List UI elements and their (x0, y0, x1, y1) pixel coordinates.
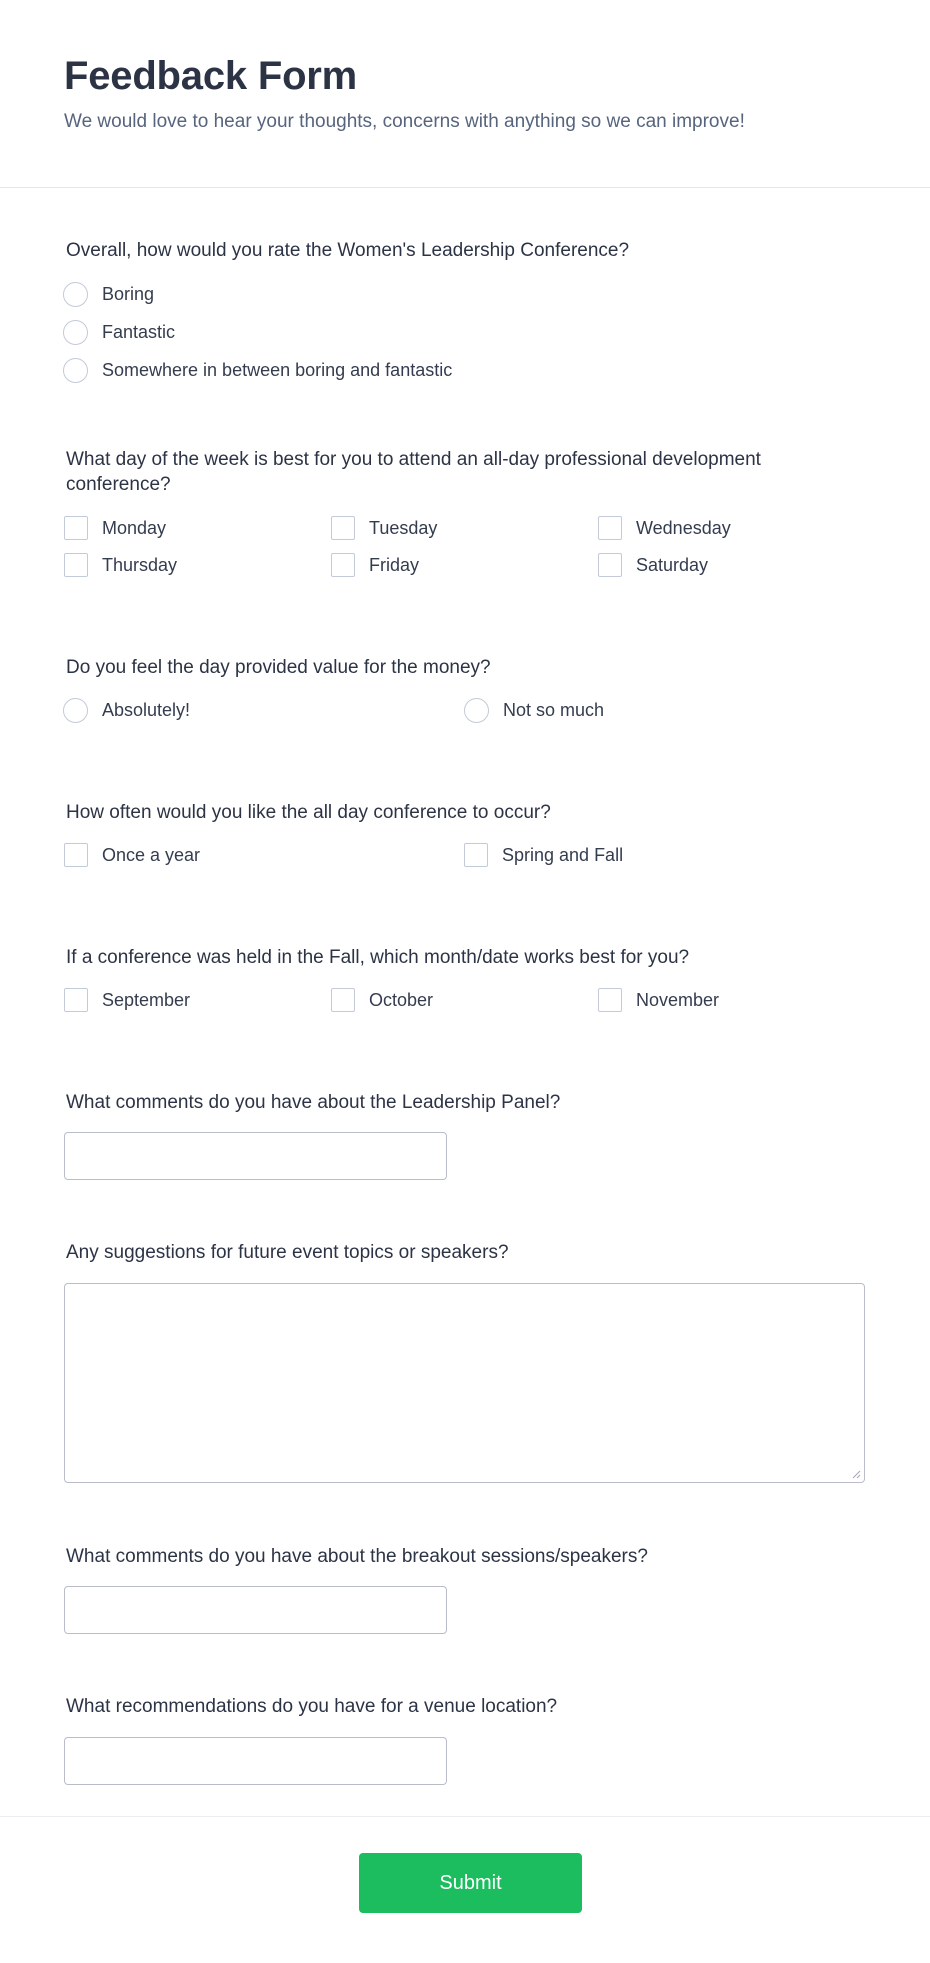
radio-option-absolutely[interactable] (63, 697, 190, 723)
checkbox-option-tuesday[interactable] (331, 515, 437, 541)
checkbox-icon[interactable] (64, 843, 88, 867)
checkbox-icon[interactable] (598, 516, 622, 540)
radio-circle-icon[interactable] (63, 320, 88, 345)
radio-circle-icon[interactable] (63, 698, 88, 723)
option-label: September (102, 990, 191, 1010)
question-frequency-label: How often would you like the all day conference to occur? (66, 802, 551, 823)
submit-button[interactable]: Submit (359, 1853, 582, 1913)
checkbox-icon[interactable] (598, 553, 622, 577)
suggestions-textarea[interactable] (64, 1283, 865, 1483)
checkbox-option-october[interactable] (331, 987, 433, 1013)
option-label: Saturday (636, 555, 709, 575)
radio-option-fantastic[interactable] (63, 319, 175, 345)
checkbox-icon[interactable] (464, 843, 488, 867)
checkbox-icon[interactable] (331, 516, 355, 540)
question-value-label: Do you feel the day provided value for the money? (66, 657, 491, 678)
question-fall-month-label: If a conference was held in the Fall, which month/date works best for you? (66, 947, 690, 968)
radio-option-not-so-much[interactable] (464, 697, 604, 723)
checkbox-icon[interactable] (331, 988, 355, 1012)
option-label: Fantastic (102, 322, 176, 342)
question-venue-label: What recommendations do you have for a venue location? (66, 1696, 558, 1717)
checkbox-icon[interactable] (598, 988, 622, 1012)
question-leadership-panel-label: What comments do you have about the Leadership Panel? (66, 1092, 561, 1113)
checkbox-option-november[interactable] (598, 987, 719, 1013)
checkbox-option-wednesday[interactable] (598, 515, 731, 541)
option-label: October (369, 990, 434, 1010)
option-label: Wednesday (636, 518, 731, 538)
checkbox-option-monday[interactable] (64, 515, 166, 541)
checkbox-option-friday[interactable] (331, 552, 419, 578)
checkbox-option-spring-and-fall[interactable] (464, 842, 623, 868)
leadership-panel-comments-input[interactable] (64, 1132, 447, 1180)
form-subtitle: We would love to hear your thoughts, concerns with anything so we can improve! (64, 111, 745, 132)
option-label: Once a year (102, 845, 201, 865)
radio-option-boring[interactable] (63, 281, 154, 307)
question-rating-label: Overall, how would you rate the Women's Leadership Conference? (66, 240, 630, 261)
option-label: Boring (102, 284, 155, 304)
resize-grip-icon[interactable] (852, 1470, 861, 1479)
checkbox-option-september[interactable] (64, 987, 190, 1013)
option-label: Friday (369, 555, 420, 575)
breakout-comments-input[interactable] (64, 1586, 447, 1634)
option-label: Thursday (102, 555, 178, 575)
radio-circle-icon[interactable] (464, 698, 489, 723)
checkbox-icon[interactable] (64, 516, 88, 540)
radio-circle-icon[interactable] (63, 358, 88, 383)
checkbox-icon[interactable] (331, 553, 355, 577)
footer-divider (0, 1816, 930, 1817)
question-day-label: What day of the week is best for you to attend an all-day professional development conference? (66, 449, 761, 495)
checkbox-option-thursday[interactable] (64, 552, 177, 578)
question-breakout-label: What comments do you have about the breakout sessions/speakers? (66, 1546, 648, 1567)
form-title: Feedback Form (64, 54, 358, 98)
checkbox-icon[interactable] (64, 988, 88, 1012)
radio-circle-icon[interactable] (63, 282, 88, 307)
option-label: November (636, 990, 720, 1010)
radio-option-in-between[interactable] (63, 357, 452, 383)
option-label: Somewhere in between boring and fantastic (102, 360, 453, 380)
venue-recommendations-input[interactable] (64, 1737, 447, 1785)
option-label: Tuesday (369, 518, 438, 538)
checkbox-option-once-a-year[interactable] (64, 842, 200, 868)
option-label: Monday (102, 518, 167, 538)
option-label: Absolutely! (102, 700, 191, 720)
option-label: Spring and Fall (502, 845, 624, 865)
checkbox-icon[interactable] (64, 553, 88, 577)
checkbox-option-saturday[interactable] (598, 552, 708, 578)
form-header (0, 0, 930, 188)
option-label: Not so much (503, 700, 605, 720)
question-suggestions-label: Any suggestions for future event topics or speakers? (66, 1242, 509, 1263)
